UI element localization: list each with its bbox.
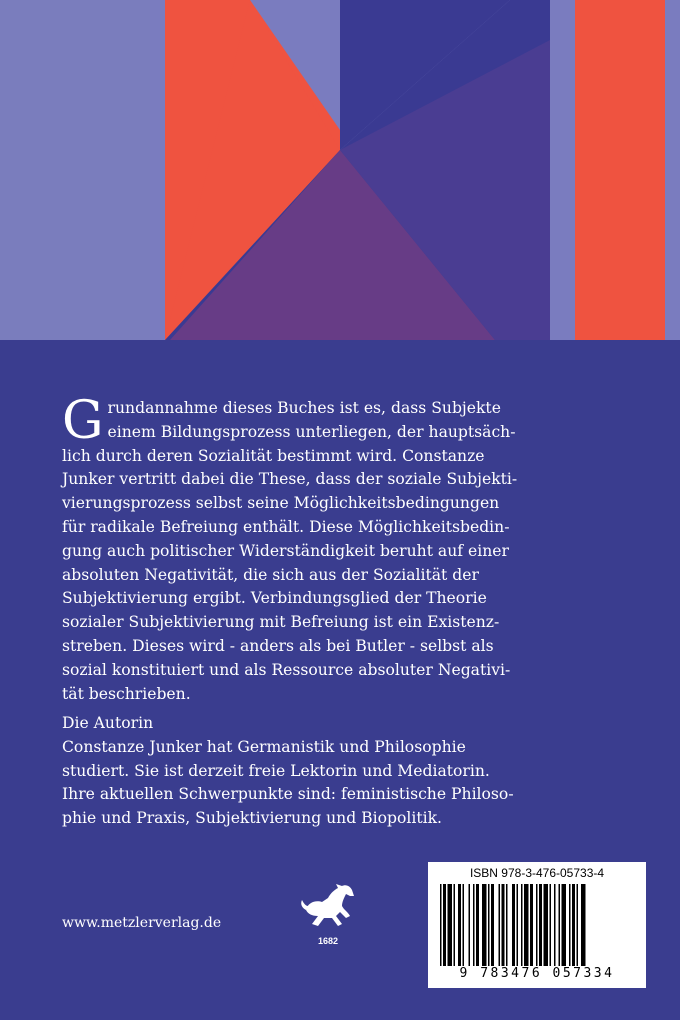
author-heading: Die Autorin: [62, 714, 154, 732]
blurb-line: gung auch politischer Widerständigkeit beruht auf einer: [62, 541, 509, 560]
blurb-line: rundannahme dieses Buches ist es, dass Subjekte: [107, 399, 501, 417]
dropcap: G: [62, 391, 104, 451]
blurb-line: sozial konstituiert und als Ressource absoluter Negativi-: [62, 660, 511, 679]
blurb-line: lich durch deren Sozialität bestimmt wird. Constanze: [62, 446, 485, 465]
author-bio: [62, 712, 642, 831]
isbn-label: ISBN 978-3-476-05733-4: [469, 866, 605, 880]
blurb-line: Subjektivierung ergibt. Verbindungsglied der Theorie: [62, 589, 487, 608]
blurb-line: vierungsprozess selbst seine Möglichkeitsbedingungen: [62, 494, 500, 513]
blurb-line: sozialer Subjektivierung mit Befreiung ist ein Existenz-: [62, 613, 500, 632]
horse-icon: [298, 880, 358, 950]
isbn-barcode: [428, 862, 646, 988]
blurb-line: einem Bildungsprozess unterliegen, der hauptsäch-: [107, 422, 516, 441]
blurb-line: für radikale Befreiung enthält. Diese Möglichkeitsbedin-: [62, 517, 510, 536]
blurb-line: absoluten Negativität, die sich aus der Sozialität der: [62, 565, 479, 584]
author-line: studiert. Sie ist derzeit freie Lektorin und Mediatorin.: [62, 761, 490, 780]
barcode-digits: 9 783476 057334: [459, 966, 615, 981]
blurb-line: tät beschrieben.: [62, 684, 191, 703]
barcode-bars: [438, 884, 636, 966]
publisher-url: www.metzlerverlag.de: [62, 915, 222, 931]
blurb-line: streben. Dieses wird - anders als bei Butler - selbst als: [62, 636, 494, 655]
author-line: phie und Praxis, Subjektivierung und Biopolitik.: [62, 809, 443, 828]
blurb-text: [62, 391, 632, 706]
author-line: Constanze Junker hat Germanistik und Philosophie: [62, 737, 466, 756]
blurb-line: Junker vertritt dabei die These, dass der soziale Subjekti-: [62, 470, 518, 489]
logo-year: 1682: [317, 936, 339, 946]
geometric-cover-art: [0, 0, 680, 340]
author-line: Ihre aktuellen Schwerpunkte sind: feministische Philoso-: [62, 785, 514, 804]
